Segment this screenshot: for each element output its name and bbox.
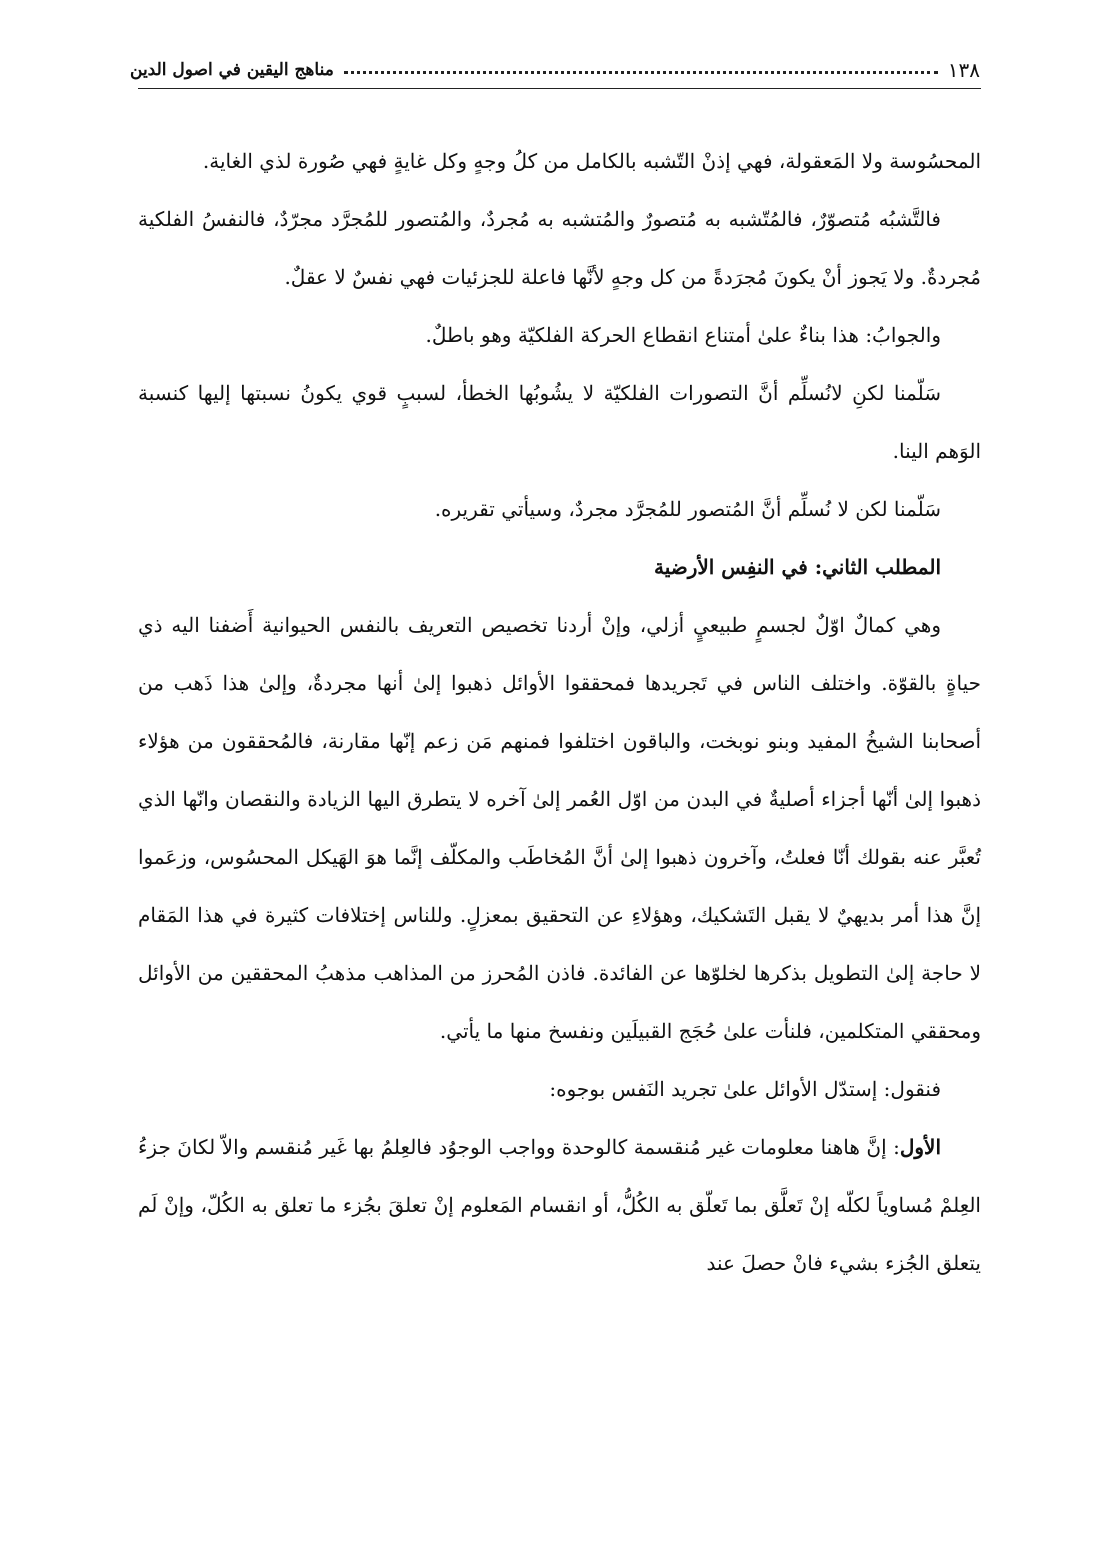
paragraph-4: سَلّمنا لكنِ لانُسلِّم أنَّ التصورات الفلكيّة لا يشُوبُها الخطأ، لسببٍ قوي يكونُ نسبتها إليها كنسبة الوَهم الينا. bbox=[138, 381, 981, 463]
section-heading-title: : في النفِس الأرضية bbox=[653, 555, 823, 579]
section-heading-lead: المطلب الثاني bbox=[822, 555, 941, 579]
page-header bbox=[130, 40, 980, 80]
page-number: ١٣٨ bbox=[947, 58, 980, 82]
paragraph-1: المحسُوسة ولا المَعقولة، فهي إذنْ التّشبه بالكامل من كلُ وجهٍ وكل غايةٍ فهي صُورة لذي الغاية. bbox=[202, 149, 981, 173]
page-body bbox=[138, 132, 981, 1292]
running-title: مناهج اليقين في اصول الدين bbox=[130, 60, 334, 80]
paragraph-7: فنقول: إستدّل الأوائل علىٰ تجريد النَفس بوجوه: bbox=[549, 1077, 941, 1101]
paragraph-6: وهي كمالٌ اوّلٌ لجسمٍ طبيعيٍ أزلي، وإنْ أردنا تخصيص التعريف بالنفس الحيوانية أَضفنا اليه ذي حياةٍ بالقوّة. واختلف الناس في تَجريدها فمحققوا الأوائل ذهبوا إلىٰ أنها مجردةٌ، وإلىٰ هذا ذَهب من أصحابنا الشيخُ المفيد وبنو نوبخت، والباقون اختلفوا فمنهم مَن زعم إنّها مقارنة، فالمُحققون من هؤلاء ذهبوا إلىٰ أنّها أجزاء أصليةٌ في البدن من اوّل العُمر إلىٰ آخره لا يتطرق اليها الزيادة والنقصان وانّها الذي تُعبَّر عنه بقولك أنّا فعلتُ، وآخرون ذهبوا إلىٰ أنَّ المُخاطَب والمكلّف إنَّما هوَ الهَيكل المحسُوس، وزعَموا إنَّ هذا أمر بديهيٌ لا يقبل التَشكيك، وهؤلاءِ عن التحقيق بمعزلٍ. وللناس إختلافات كثيرة في هذا المَقام لا حاجة إلىٰ التطويل بذكرها لخلوّها عن الفائدة. فاذن المُحرز من المذاهب مذهبُ المحققين من الأوائل ومحققي المتكلمين، فلنأت علىٰ حُجَج القبيلَين ونفسخ منها ما يأتي. bbox=[138, 613, 982, 1043]
paragraph-8 bbox=[138, 1118, 981, 1292]
header-dot-leader bbox=[344, 71, 938, 74]
paragraph-3: والجوابُ: هذا بناءٌ علىٰ أمتناع انقطاع الحركة الفلكيّة وهو باطلٌ. bbox=[425, 323, 941, 347]
header-rule bbox=[138, 88, 981, 89]
section-heading bbox=[138, 538, 981, 596]
paragraph-8-text: : إنَّ هاهنا معلومات غير مُنقسمة كالوحدة وواجب الوجوُد فالعِلمُ بها غَير مُنقسم والاّ لكانَ جزءُ العِلمْ مُساوياً لكلّه إنْ تَعلَّق بما تَعلّق به الكُلُّ، أو انقسام المَعلوم إنْ تعلقَ بجُزء ما تعلق به الكُلّ، وإنْ لَم يتعلق الجُزء بشيء فانْ حصلَ عند bbox=[138, 1135, 981, 1275]
paragraph-2: فالتَّشبُه مُتصوّرٌ، فالمُتّشبه به مُتصورٌ والمُتشبه به مُجردٌ، والمُتصور للمُجرَّد مجرّدٌ، فالنفسُ الفلكية مُجردةٌ. ولا يَجوز أنْ يكونَ مُجرَدةً من كل وجهٍ لأنَّها فاعلة للجزئيات فهي نفسٌ لا عقلٌ. bbox=[138, 207, 981, 289]
paragraph-8-lead: الأول bbox=[899, 1135, 941, 1159]
paragraph-5: سَلّمنا لكن لا نُسلِّم أنَّ المُتصور للمُجرَّد مجردٌ، وسيأتي تقريره. bbox=[434, 497, 941, 521]
